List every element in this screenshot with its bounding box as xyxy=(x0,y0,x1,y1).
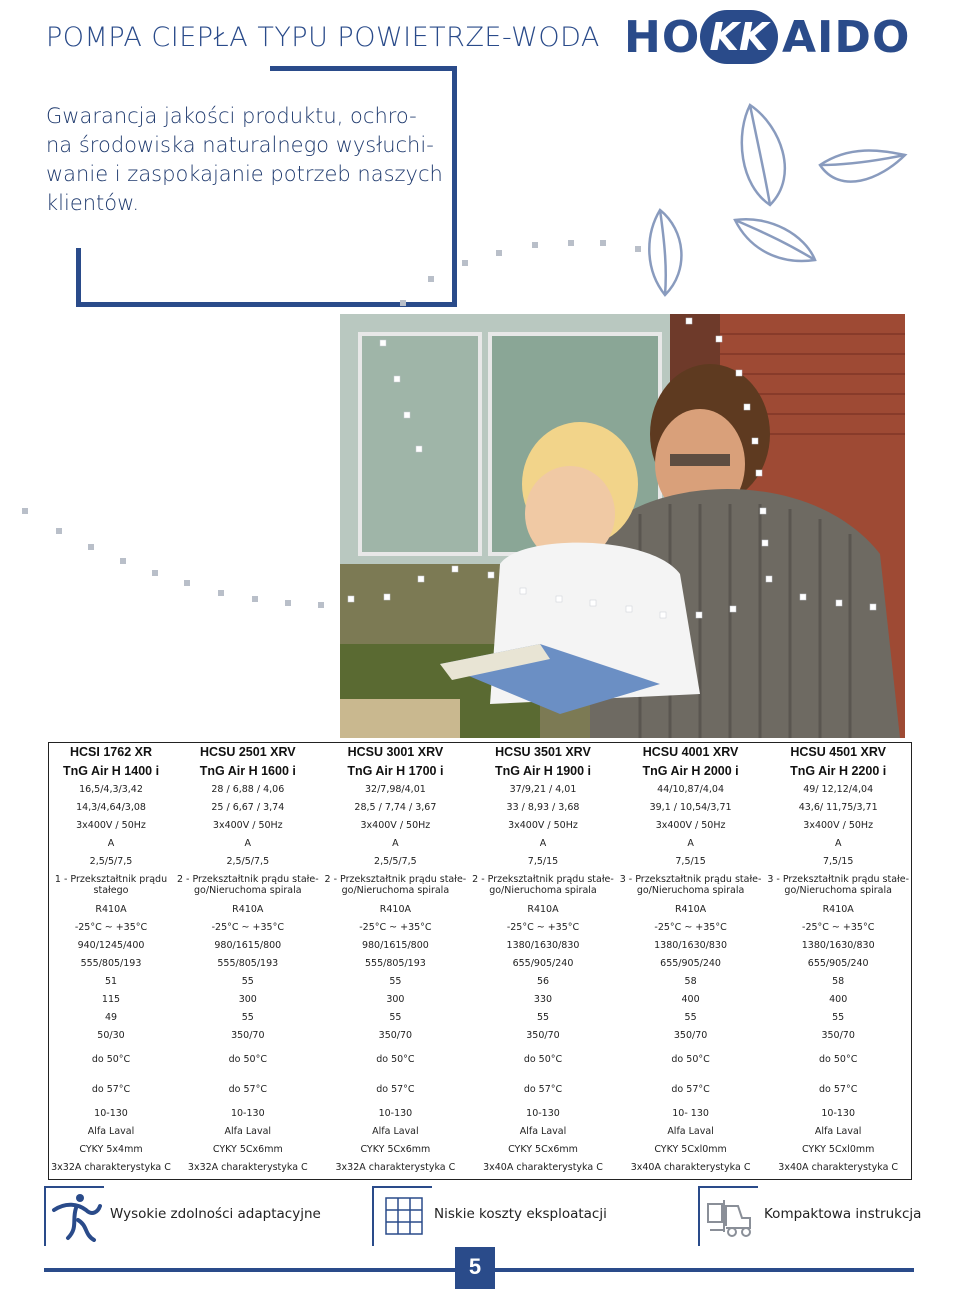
quote-frame-left xyxy=(76,248,81,307)
logo-text-right: AIDO xyxy=(782,12,911,63)
table-cell: Alfa Laval xyxy=(814,1125,862,1137)
table-cell: 330 xyxy=(533,993,553,1005)
table-cell: 28,5 / 7,74 / 3,67 xyxy=(354,801,437,813)
quote-line: na środowiska naturalnego wysłuchi- xyxy=(46,133,434,157)
table-header: HCSU 2501 XRV xyxy=(199,744,296,759)
table-cell: 350/70 xyxy=(231,1029,265,1041)
table-cell: 7,5/15 xyxy=(822,855,854,867)
table-cell: do 50°C xyxy=(671,1053,710,1065)
table-cell: do 57°C xyxy=(671,1083,710,1095)
table-cell: 940/1245/400 xyxy=(77,939,145,951)
table-row xyxy=(48,954,912,972)
table-cell: 3x32A charakterystyka C xyxy=(51,1161,171,1173)
table-cell: 3x400V / 50Hz xyxy=(803,819,874,831)
table-cell: 55 xyxy=(536,1011,550,1023)
table-row xyxy=(48,1008,912,1026)
table-cell: do 57°C xyxy=(91,1083,131,1095)
table-header: HCSU 4501 XRV xyxy=(790,744,887,759)
table-cell: 2,5/5/7,5 xyxy=(374,855,417,867)
table-cell: 2 - Przekształtnik prądu stałe-go/Nieruchoma spirala xyxy=(176,874,319,896)
table-cell: 115 xyxy=(101,993,121,1005)
figure-icon xyxy=(48,1190,102,1242)
table-cell: 10-130 xyxy=(378,1107,413,1119)
table-cell: 555/805/193 xyxy=(364,957,426,969)
table-row xyxy=(48,1122,912,1140)
table-row xyxy=(48,972,912,990)
table-cell: 3x40A charakterystyka C xyxy=(778,1161,899,1173)
quote-line: Gwarancja jakości produktu, ochro- xyxy=(46,104,417,128)
feature-label: Wysokie zdolności adaptacyjne xyxy=(110,1206,321,1222)
table-cell: 58 xyxy=(684,975,697,987)
table-cell: 1 - Przekształtnik prądu stałego xyxy=(54,874,168,896)
table-cell: 3x32A charakterystyka C xyxy=(187,1161,308,1173)
table-header: TnG Air H 1900 i xyxy=(494,763,592,778)
table-cell: do 50°C xyxy=(91,1053,131,1065)
quote-line: wanie i zaspokajanie potrzeb naszych xyxy=(46,162,443,186)
table-row xyxy=(48,918,912,936)
table-row xyxy=(48,900,912,918)
feature-manual xyxy=(698,1186,922,1248)
table-cell: 7,5/15 xyxy=(675,855,706,867)
table-cell: 3x400V / 50Hz xyxy=(508,819,578,831)
page-title: POMPA CIEPŁA TYPU POWIETRZE-WODA xyxy=(46,22,600,53)
feature-label: Niskie koszty eksploatacji xyxy=(434,1206,607,1222)
table-cell: 655/905/240 xyxy=(512,957,574,969)
table-cell: Alfa Laval xyxy=(372,1125,419,1137)
spec-table-body xyxy=(48,780,912,1176)
table-cell: CYKY 5Cx6mm xyxy=(360,1143,431,1155)
table-cell: 56 xyxy=(536,975,550,987)
table-row xyxy=(48,1140,912,1158)
table-cell: 10-130 xyxy=(821,1107,856,1119)
table-cell: 350/70 xyxy=(526,1029,560,1041)
table-cell: R410A xyxy=(822,903,854,915)
feature-costs xyxy=(372,1186,622,1248)
table-cell: 655/905/240 xyxy=(660,957,721,969)
table-cell: 3x40A charakterystyka C xyxy=(630,1161,751,1173)
quote-text xyxy=(46,102,446,218)
table-cell: 49/ 12,12/4,04 xyxy=(803,783,874,795)
table-cell: Alfa Laval xyxy=(87,1125,135,1137)
table-cell: 39,1 / 10,54/3,71 xyxy=(649,801,732,813)
table-cell: Alfa Laval xyxy=(519,1125,567,1137)
table-cell: 980/1615/800 xyxy=(361,939,429,951)
leaves-decoration xyxy=(640,95,910,305)
table-cell: do 50°C xyxy=(228,1053,267,1065)
table-row xyxy=(48,798,912,816)
family-reading-photo xyxy=(340,314,905,738)
table-cell: A xyxy=(539,837,547,849)
quote-frame-top xyxy=(270,66,457,71)
table-cell: 1380/1630/830 xyxy=(801,939,875,951)
table-cell: 10-130 xyxy=(94,1107,128,1119)
table-header: TnG Air H 1600 i xyxy=(199,763,296,778)
table-cell: 400 xyxy=(829,993,848,1005)
table-cell: 10- 130 xyxy=(672,1107,709,1119)
table-cell: 28 / 6,88 / 4,06 xyxy=(211,783,285,795)
quote-frame-bottom xyxy=(76,302,457,307)
table-cell: -25°C ~ +35°C xyxy=(506,921,580,933)
table-cell: A xyxy=(687,837,694,849)
logo-text-left: HO xyxy=(624,12,701,63)
table-cell: 55 xyxy=(389,975,402,987)
table-cell: 43,6/ 11,75/3,71 xyxy=(798,801,878,813)
table-cell: 55 xyxy=(241,975,254,987)
quote-frame-right xyxy=(452,66,457,307)
table-row xyxy=(48,1104,912,1122)
table-cell: 10-130 xyxy=(230,1107,265,1119)
table-cell: 1380/1630/830 xyxy=(654,939,728,951)
table-cell: do 50°C xyxy=(376,1053,415,1065)
table-cell: do 57°C xyxy=(819,1083,858,1095)
table-cell: 3 - Przekształtnik prądu stałe-go/Nieruchoma spirala xyxy=(767,874,910,896)
table-cell: 350/70 xyxy=(378,1029,413,1041)
table-cell: 25 / 6,67 / 3,74 xyxy=(211,801,285,813)
table-cell: 10-130 xyxy=(526,1107,560,1119)
table-cell: R410A xyxy=(232,903,264,915)
table-header: TnG Air H 1700 i xyxy=(347,763,444,778)
spec-table xyxy=(48,742,912,1176)
table-cell: 2,5/5/7,5 xyxy=(89,855,133,867)
forklift-icon xyxy=(706,1196,754,1240)
table-row xyxy=(48,1074,912,1104)
table-cell: R410A xyxy=(527,903,559,915)
table-cell: 300 xyxy=(238,993,257,1005)
table-row xyxy=(48,780,912,798)
table-cell: 55 xyxy=(389,1011,402,1023)
table-header: HCSU 4001 XRV xyxy=(642,744,739,759)
table-row xyxy=(48,1044,912,1074)
table-cell: 3x400V / 50Hz xyxy=(655,819,726,831)
table-cell: do 50°C xyxy=(819,1053,858,1065)
table-row xyxy=(48,852,912,870)
table-cell: -25°C ~ +35°C xyxy=(654,921,727,933)
grid-icon xyxy=(384,1196,424,1236)
table-cell: Alfa Laval xyxy=(667,1125,714,1137)
table-cell: CYKY 5Cxl0mm xyxy=(801,1143,875,1155)
table-cell: 555/805/193 xyxy=(217,957,279,969)
table-cell: 44/10,87/4,04 xyxy=(657,783,724,795)
quote-line: klientów. xyxy=(46,191,140,215)
table-header: HCSU 3501 XRV xyxy=(495,744,591,759)
table-cell: 51 xyxy=(104,975,118,987)
table-cell: CYKY 5Cxl0mm xyxy=(654,1143,727,1155)
table-cell: 3 - Przekształtnik prądu stałe-go/Nieruchoma spirala xyxy=(619,874,762,896)
table-cell: 2,5/5/7,5 xyxy=(226,855,270,867)
table-row xyxy=(48,936,912,954)
table-row xyxy=(48,1158,912,1176)
table-cell: 55 xyxy=(241,1011,254,1023)
table-cell: R410A xyxy=(379,903,411,915)
table-cell: R410A xyxy=(674,903,707,915)
table-cell: do 50°C xyxy=(523,1053,563,1065)
table-cell: 3x400V / 50Hz xyxy=(360,819,431,831)
table-cell: 33 / 8,93 / 3,68 xyxy=(506,801,580,813)
table-row xyxy=(48,834,912,852)
table-cell: CYKY 5x4mm xyxy=(79,1143,143,1155)
table-cell: 3x40A charakterystyka C xyxy=(483,1161,603,1173)
table-cell: A xyxy=(392,837,399,849)
table-cell: CYKY 5Cx6mm xyxy=(212,1143,283,1155)
table-cell: A xyxy=(834,837,842,849)
table-cell: 58 xyxy=(832,975,845,987)
table-cell: 300 xyxy=(386,993,405,1005)
feature-label: Kompaktowa instrukcja xyxy=(764,1206,922,1222)
table-cell: 55 xyxy=(832,1011,845,1023)
table-cell: R410A xyxy=(95,903,127,915)
table-cell: A xyxy=(107,837,115,849)
table-cell: A xyxy=(244,837,252,849)
table-cell: -25°C ~ +35°C xyxy=(359,921,432,933)
page-number: 5 xyxy=(455,1247,495,1289)
table-cell: 37/9,21 / 4,01 xyxy=(509,783,577,795)
table-cell: 55 xyxy=(684,1011,697,1023)
table-header: HCSI 1762 XR xyxy=(70,744,152,759)
logo-text-mid: KK xyxy=(700,10,778,64)
table-cell: 3x400V / 50Hz xyxy=(76,819,146,831)
table-cell: 1380/1630/830 xyxy=(506,939,580,951)
table-cell: 50/30 xyxy=(97,1029,125,1041)
table-cell: Alfa Laval xyxy=(224,1125,272,1137)
table-row xyxy=(48,990,912,1008)
table-cell: 32/7,98/4,01 xyxy=(364,783,426,795)
table-cell: do 57°C xyxy=(376,1083,415,1095)
table-cell: 350/70 xyxy=(673,1029,708,1041)
table-cell: 16,5/4,3/3,42 xyxy=(79,783,143,795)
table-cell: do 57°C xyxy=(228,1083,267,1095)
table-cell: 350/70 xyxy=(821,1029,855,1041)
feature-adaptability xyxy=(44,1186,334,1248)
table-row xyxy=(48,870,912,900)
table-cell: CYKY 5Cx6mm xyxy=(508,1143,578,1155)
table-header: TnG Air H 1400 i xyxy=(62,763,160,778)
table-row xyxy=(48,816,912,834)
table-cell: 3x400V / 50Hz xyxy=(212,819,283,831)
table-cell: 555/805/193 xyxy=(80,957,142,969)
hokkaido-logo xyxy=(622,8,922,64)
table-cell: do 57°C xyxy=(523,1083,563,1095)
table-header: TnG Air H 2200 i xyxy=(790,763,887,778)
table-header: HCSU 3001 XRV xyxy=(347,744,444,759)
table-cell: -25°C ~ +35°C xyxy=(802,921,875,933)
table-cell: 7,5/15 xyxy=(527,855,559,867)
table-cell: 655/905/240 xyxy=(807,957,869,969)
table-header: TnG Air H 2000 i xyxy=(642,763,739,778)
table-cell: 2 - Przekształtnik prądu stałe-go/Nieruchoma spirala xyxy=(472,874,614,896)
table-cell: -25°C ~ +35°C xyxy=(211,921,284,933)
table-cell: 14,3/4,64/3,08 xyxy=(76,801,146,813)
table-cell: 400 xyxy=(681,993,700,1005)
table-row xyxy=(48,1026,912,1044)
table-cell: -25°C ~ +35°C xyxy=(74,921,148,933)
table-cell: 49 xyxy=(104,1011,118,1023)
table-cell: 3x32A charakterystyka C xyxy=(335,1161,456,1173)
table-cell: 2 - Przekształtnik prądu stałe-go/Nieruchoma spirala xyxy=(324,874,467,896)
table-cell: 980/1615/800 xyxy=(214,939,282,951)
